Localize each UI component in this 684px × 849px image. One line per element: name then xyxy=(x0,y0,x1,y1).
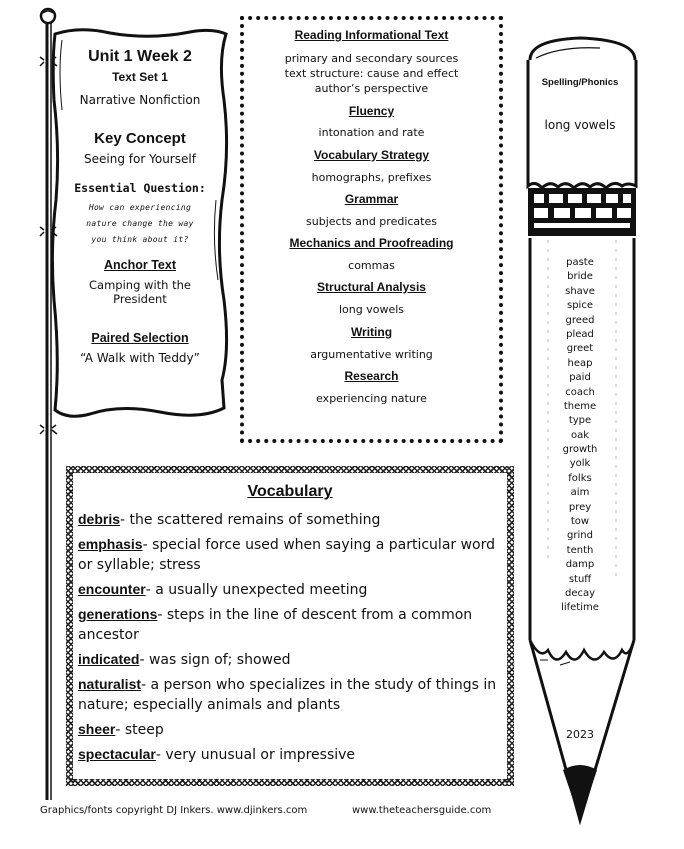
writing-value: argumentative writing xyxy=(310,348,433,361)
vocab-strategy-heading: Vocabulary Strategy xyxy=(313,148,430,162)
vocabulary-definition: - very unusual or impressive xyxy=(155,747,356,763)
fluency-value: intonation and rate xyxy=(318,126,425,139)
paired-selection-heading: Paired Selection xyxy=(91,331,189,345)
spelling-heading: Spelling/Phonics xyxy=(541,77,619,88)
vocabulary-definition: - a person who specializes in the study of things in nature; especially animals and plants xyxy=(78,677,497,713)
spelling-word: lifetime xyxy=(561,602,599,614)
spelling-word: grind xyxy=(567,530,593,542)
vocabulary-definition: - the scattered remains of something xyxy=(120,512,381,528)
spelling-word: coach xyxy=(565,386,595,398)
vocabulary-word: debris xyxy=(78,511,121,527)
structural-heading: Structural Analysis xyxy=(317,280,426,294)
reading-item: primary and secondary sources xyxy=(284,52,459,65)
spelling-word: growth xyxy=(562,444,598,456)
key-concept-heading: Key Concept xyxy=(94,130,186,147)
spelling-word: oak xyxy=(570,429,590,441)
spelling-word: spice xyxy=(567,300,593,312)
vocabulary-entry xyxy=(78,604,506,645)
grammar-heading: Grammar xyxy=(344,192,399,206)
anchor-text-line: Camping with the xyxy=(89,278,191,292)
vocabulary-definition: - steps in the line of descent from a common ancestor xyxy=(78,607,473,643)
vocabulary-definition: - a usually unexpected meeting xyxy=(145,582,368,598)
vocabulary-definition: - special force used when saying a particular word or syllable; stress xyxy=(78,537,496,573)
spelling-word: tow xyxy=(570,516,590,528)
spelling-word: type xyxy=(568,415,592,427)
writing-heading: Writing xyxy=(350,325,393,339)
research-heading: Research xyxy=(344,369,399,383)
spelling-word: paste xyxy=(566,257,594,268)
spelling-word: tenth xyxy=(566,544,594,556)
anchor-text-heading: Anchor Text xyxy=(104,258,176,272)
spelling-word: folks xyxy=(568,472,592,484)
reading-item: text structure: cause and effect xyxy=(284,67,459,80)
spelling-word: greed xyxy=(565,314,595,326)
year-label: 2023 xyxy=(566,728,594,741)
paired-selection-value: “A Walk with Teddy” xyxy=(80,351,200,365)
spelling-word: heap xyxy=(567,357,593,369)
spelling-word: damp xyxy=(565,559,595,571)
essential-question-line: you think about it? xyxy=(91,235,189,244)
vocabulary-word: indicated xyxy=(78,651,140,667)
spelling-word: plead xyxy=(566,328,594,340)
vocab-strategy-value: homographs, prefixes xyxy=(311,171,432,184)
spelling-word: stuff xyxy=(568,573,592,585)
unit-title: Unit 1 Week 2 xyxy=(88,48,192,65)
mechanics-value: commas xyxy=(348,259,395,272)
spelling-word: theme xyxy=(563,400,597,412)
vocabulary-entry xyxy=(78,509,506,530)
fluency-heading: Fluency xyxy=(348,104,395,118)
essential-question-line: How can experiencing xyxy=(88,203,192,212)
vocabulary-entry xyxy=(78,579,506,600)
vocabulary-title: Vocabulary xyxy=(247,483,333,500)
vocabulary-entry xyxy=(78,744,506,765)
footer-website: www.theteachersguide.com xyxy=(352,805,492,816)
text-set-label: Text Set 1 xyxy=(112,70,168,84)
spelling-word: decay xyxy=(564,587,596,599)
vocabulary-entry xyxy=(78,534,506,575)
key-concept-value: Seeing for Yourself xyxy=(84,152,196,166)
spelling-word-list xyxy=(531,256,629,616)
vocabulary-word: emphasis xyxy=(78,536,143,552)
anchor-text-line: President xyxy=(113,292,167,306)
vocabulary-entry xyxy=(78,674,506,715)
reading-item: author’s perspective xyxy=(314,82,429,95)
spelling-word: yolk xyxy=(569,458,591,470)
reading-heading: Reading Informational Text xyxy=(294,28,449,42)
vocabulary-entry xyxy=(78,719,506,740)
essential-question-line: nature change the way xyxy=(86,219,194,228)
grammar-value: subjects and predicates xyxy=(306,215,437,228)
spelling-word: paid xyxy=(569,372,591,384)
spelling-word: bride xyxy=(567,271,593,283)
vocabulary-word: encounter xyxy=(78,581,146,597)
vocabulary-definition: - was sign of; showed xyxy=(139,652,291,668)
vocabulary-word: spectacular xyxy=(78,746,156,762)
vocabulary-entry xyxy=(78,649,506,670)
vocabulary-box xyxy=(66,466,514,786)
spelling-word: prey xyxy=(568,501,592,513)
spelling-word: shave xyxy=(565,285,595,297)
footer-copyright: Graphics/fonts copyright DJ Inkers. www.djinkers.com xyxy=(40,805,308,816)
vocabulary-word: sheer xyxy=(78,721,116,737)
research-value: experiencing nature xyxy=(316,392,427,405)
genre-label: Narrative Nonfiction xyxy=(79,93,201,107)
essential-question-heading: Essential Question: xyxy=(74,181,206,195)
structural-value: long vowels xyxy=(338,303,405,316)
spelling-word: greet xyxy=(566,343,594,355)
vocabulary-word: naturalist xyxy=(78,676,142,692)
vocabulary-definition: - steep xyxy=(115,722,164,738)
mechanics-heading: Mechanics and Proofreading xyxy=(289,236,454,250)
spelling-pattern: long vowels xyxy=(544,118,616,132)
vocabulary-word: generations xyxy=(78,606,158,622)
spelling-word: aim xyxy=(570,487,590,499)
